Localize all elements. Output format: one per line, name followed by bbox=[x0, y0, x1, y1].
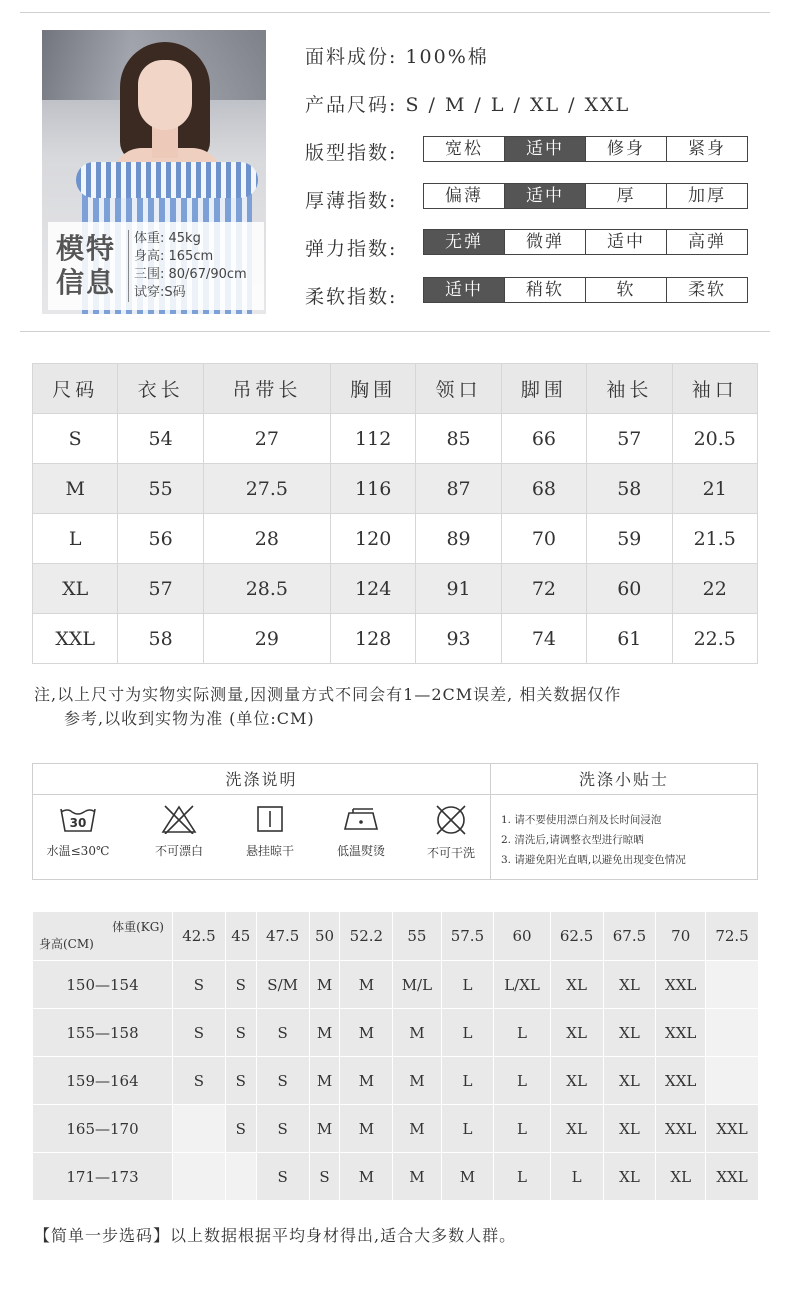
recommended-size-cell: S bbox=[225, 1057, 256, 1105]
size-table-header bbox=[33, 364, 758, 414]
washing-tips bbox=[501, 810, 686, 870]
recommended-size-cell: XXL bbox=[656, 1057, 706, 1105]
size-cell: 28.5 bbox=[203, 564, 330, 614]
size-cell: 120 bbox=[330, 514, 415, 564]
weight-header-cell: 50 bbox=[309, 912, 340, 961]
low-iron-item bbox=[316, 804, 406, 859]
size-cell: 57 bbox=[587, 414, 672, 464]
table-row bbox=[33, 414, 758, 464]
height-range-cell: 159—164 bbox=[33, 1057, 173, 1105]
weight-header-cell: 42.5 bbox=[173, 912, 226, 961]
elasticity-option: 高弹 bbox=[688, 232, 726, 252]
height-axis-label: 身高(CM) bbox=[39, 937, 94, 951]
no-bleach-item bbox=[134, 804, 224, 859]
fit-option: 宽松 bbox=[424, 137, 505, 161]
washing-title: 洗涤说明 bbox=[33, 764, 490, 795]
model-height: 身高: 165cm bbox=[134, 249, 214, 264]
washing-tips-title: 洗涤小贴士 bbox=[491, 764, 757, 795]
size-header-cell: 尺码 bbox=[33, 364, 118, 414]
model-info-details bbox=[134, 230, 247, 302]
size-cell: 21 bbox=[672, 464, 757, 514]
model-measurements: 三围: 80/67/90cm bbox=[134, 267, 247, 282]
size-cell: 58 bbox=[118, 614, 203, 664]
recommended-size-cell: XXL bbox=[656, 1105, 706, 1153]
recommended-size-cell: XL bbox=[603, 1153, 656, 1201]
recommended-size-cell: L bbox=[494, 1153, 550, 1201]
thickness-scale bbox=[423, 183, 748, 209]
weight-header-cell: 67.5 bbox=[603, 912, 656, 961]
recommended-size-cell: S bbox=[173, 1009, 226, 1057]
size-recommendation-table bbox=[32, 911, 759, 1201]
recommended-size-cell: M bbox=[309, 1057, 340, 1105]
size-cell: 21.5 bbox=[672, 514, 757, 564]
size-cell: 60 bbox=[587, 564, 672, 614]
recommended-size-cell bbox=[173, 1153, 226, 1201]
table-row bbox=[33, 1009, 759, 1057]
size-cell: 55 bbox=[118, 464, 203, 514]
recommended-size-cell: M bbox=[340, 961, 393, 1009]
recommended-size-cell: S bbox=[256, 1057, 309, 1105]
recommended-size-cell bbox=[706, 961, 759, 1009]
recommended-size-cell: M bbox=[309, 961, 340, 1009]
model-info-title: 模特 信息 bbox=[56, 232, 117, 299]
recommended-size-cell: M bbox=[340, 1057, 393, 1105]
hang-dry-label: 悬挂晾干 bbox=[245, 844, 294, 858]
size-header-cell: 衣长 bbox=[118, 364, 203, 414]
recommended-size-cell: S bbox=[256, 1105, 309, 1153]
recommended-size-cell: S bbox=[225, 961, 256, 1009]
thickness-option: 厚 bbox=[586, 184, 667, 208]
wash-30-item bbox=[33, 804, 123, 859]
height-range-cell: 150—154 bbox=[33, 961, 173, 1009]
weight-header-cell: 55 bbox=[393, 912, 441, 961]
washing-tip: 1. 请不要使用漂白剂及长时间浸泡 bbox=[501, 814, 662, 826]
recommended-size-cell: M bbox=[340, 1009, 393, 1057]
elasticity-scale bbox=[423, 229, 748, 255]
size-cell: 87 bbox=[416, 464, 501, 514]
recommended-size-cell: M bbox=[340, 1153, 393, 1201]
size-cell: XXL bbox=[33, 614, 118, 664]
size-cell: 85 bbox=[416, 414, 501, 464]
measurement-note-line2: 参考,以收到实物为准 (单位:CM) bbox=[64, 709, 315, 728]
recommended-size-cell: XXL bbox=[656, 1009, 706, 1057]
size-header-cell: 领口 bbox=[416, 364, 501, 414]
recommended-size-cell: XXL bbox=[706, 1105, 759, 1153]
size-header-cell: 脚围 bbox=[501, 364, 586, 414]
recommended-size-cell: S bbox=[173, 961, 226, 1009]
size-cell: 112 bbox=[330, 414, 415, 464]
washing-tip: 2. 清洗后,请调整衣型进行晾晒 bbox=[501, 834, 644, 846]
weight-header-cell: 57.5 bbox=[441, 912, 494, 961]
recommended-size-cell: M bbox=[340, 1105, 393, 1153]
size-cell: 93 bbox=[416, 614, 501, 664]
softness-option: 柔软 bbox=[688, 280, 726, 300]
no-bleach-icon bbox=[159, 804, 199, 834]
size-cell: M bbox=[33, 464, 118, 514]
weight-header-cell: 62.5 bbox=[550, 912, 603, 961]
size-cell: 59 bbox=[587, 514, 672, 564]
footer-note: 【简单一步选码】以上数据根据平均身材得出,适合大多数人群。 bbox=[34, 1226, 517, 1245]
size-cell: 61 bbox=[587, 614, 672, 664]
recommended-size-cell: XL bbox=[603, 1105, 656, 1153]
washing-tip: 3. 请避免阳光直晒,以避免出现变色情况 bbox=[501, 854, 686, 866]
recommended-size-cell: M bbox=[393, 1105, 441, 1153]
size-spec: 产品尺码: S / M / L / XL / XXL bbox=[305, 94, 631, 116]
recommended-size-cell: L bbox=[494, 1105, 550, 1153]
softness-option: 适中 bbox=[424, 278, 505, 302]
recommended-size-cell: L/XL bbox=[494, 961, 550, 1009]
table-row bbox=[33, 614, 758, 664]
recommended-size-cell: S bbox=[256, 1009, 309, 1057]
fit-scale bbox=[423, 136, 748, 162]
weight-header-cell: 60 bbox=[494, 912, 550, 961]
thickness-option: 偏薄 bbox=[424, 184, 505, 208]
low-iron-label: 低温熨烫 bbox=[336, 844, 385, 858]
size-cell: 74 bbox=[501, 614, 586, 664]
recommended-size-cell: S bbox=[309, 1153, 340, 1201]
recommended-size-cell: L bbox=[494, 1009, 550, 1057]
recommended-size-cell: XL bbox=[550, 1057, 603, 1105]
size-cell: XL bbox=[33, 564, 118, 614]
recommended-size-cell: L bbox=[550, 1153, 603, 1201]
recommended-size-cell: XL bbox=[656, 1153, 706, 1201]
size-cell: 124 bbox=[330, 564, 415, 614]
no-dry-clean-item bbox=[406, 804, 496, 861]
washing-section bbox=[32, 763, 758, 880]
recommended-size-cell: S bbox=[173, 1057, 226, 1105]
recommended-size-cell: XL bbox=[603, 961, 656, 1009]
size-header-cell: 吊带长 bbox=[203, 364, 330, 414]
fit-option: 修身 bbox=[586, 137, 667, 161]
thickness-label: 厚薄指数: bbox=[305, 190, 398, 212]
weight-header-cell: 70 bbox=[656, 912, 706, 961]
size-header-cell: 胸围 bbox=[330, 364, 415, 414]
hang-dry-item bbox=[225, 804, 315, 859]
recommended-size-cell: XL bbox=[550, 1105, 603, 1153]
weight-header-cell: 52.2 bbox=[340, 912, 393, 961]
size-cell: 27 bbox=[203, 414, 330, 464]
no-dry-clean-icon bbox=[431, 804, 471, 836]
weight-header-cell: 45 bbox=[225, 912, 256, 961]
size-cell: 22.5 bbox=[672, 614, 757, 664]
height-range-cell: 171—173 bbox=[33, 1153, 173, 1201]
recommend-corner bbox=[33, 912, 173, 961]
softness-scale bbox=[423, 277, 748, 303]
model-trial-size: 试穿:S码 bbox=[134, 285, 186, 300]
measurement-note-line1: 注,以上尺寸为实物实际测量,因测量方式不同会有1—2CM误差, 相关数据仅作 bbox=[34, 685, 622, 704]
size-cell: 72 bbox=[501, 564, 586, 614]
size-cell: 22 bbox=[672, 564, 757, 614]
recommended-size-cell: M bbox=[393, 1009, 441, 1057]
size-cell: 70 bbox=[501, 514, 586, 564]
no-dry-clean-label: 不可干洗 bbox=[426, 846, 475, 860]
wash-30-icon bbox=[58, 804, 98, 834]
recommended-size-cell bbox=[225, 1153, 256, 1201]
size-cell: 68 bbox=[501, 464, 586, 514]
softness-option: 软 bbox=[586, 278, 667, 302]
softness-option: 稍软 bbox=[505, 278, 586, 302]
size-cell: 128 bbox=[330, 614, 415, 664]
top-divider bbox=[20, 12, 770, 13]
table-row bbox=[33, 1057, 759, 1105]
height-range-cell: 155—158 bbox=[33, 1009, 173, 1057]
no-bleach-label: 不可漂白 bbox=[154, 844, 203, 858]
size-cell: 57 bbox=[118, 564, 203, 614]
hang-dry-icon bbox=[250, 804, 290, 834]
wash-30-label: 水温≤30℃ bbox=[46, 844, 110, 858]
size-table bbox=[32, 363, 758, 664]
size-header-cell: 袖口 bbox=[672, 364, 757, 414]
recommended-size-cell: S bbox=[225, 1009, 256, 1057]
recommended-size-cell bbox=[706, 1009, 759, 1057]
recommended-size-cell: XXL bbox=[656, 961, 706, 1009]
fit-label: 版型指数: bbox=[305, 142, 398, 164]
recommended-size-cell: M bbox=[393, 1153, 441, 1201]
size-cell: 20.5 bbox=[672, 414, 757, 464]
table-row bbox=[33, 961, 759, 1009]
recommend-header bbox=[33, 912, 759, 961]
size-cell: 91 bbox=[416, 564, 501, 614]
weight-header-cell: 72.5 bbox=[706, 912, 759, 961]
thickness-option: 加厚 bbox=[688, 186, 726, 206]
recommended-size-cell: M bbox=[309, 1105, 340, 1153]
recommended-size-cell bbox=[706, 1057, 759, 1105]
fit-option: 适中 bbox=[505, 137, 586, 161]
recommended-size-cell: L bbox=[441, 1057, 494, 1105]
model-info-box bbox=[48, 222, 264, 310]
section-divider bbox=[20, 331, 770, 332]
recommended-size-cell: L bbox=[441, 961, 494, 1009]
recommended-size-cell: L bbox=[494, 1057, 550, 1105]
recommended-size-cell: XL bbox=[550, 961, 603, 1009]
size-cell: 56 bbox=[118, 514, 203, 564]
weight-header-cell: 47.5 bbox=[256, 912, 309, 961]
size-cell: 29 bbox=[203, 614, 330, 664]
recommended-size-cell: S bbox=[256, 1153, 309, 1201]
elasticity-label: 弹力指数: bbox=[305, 238, 398, 260]
fabric-spec: 面料成份: 100%棉 bbox=[305, 46, 489, 68]
size-cell: S bbox=[33, 414, 118, 464]
size-cell: 116 bbox=[330, 464, 415, 514]
size-header-cell: 袖长 bbox=[587, 364, 672, 414]
low-iron-icon bbox=[339, 804, 383, 834]
size-cell: 27.5 bbox=[203, 464, 330, 514]
recommended-size-cell: M/L bbox=[393, 961, 441, 1009]
fit-option: 紧身 bbox=[688, 139, 726, 159]
model-weight: 体重: 45kg bbox=[134, 231, 201, 246]
table-row bbox=[33, 1105, 759, 1153]
recommended-size-cell: M bbox=[393, 1057, 441, 1105]
size-cell: 89 bbox=[416, 514, 501, 564]
recommended-size-cell: S bbox=[225, 1105, 256, 1153]
recommended-size-cell: XXL bbox=[706, 1153, 759, 1201]
recommended-size-cell: XL bbox=[603, 1009, 656, 1057]
thickness-option: 适中 bbox=[505, 184, 586, 208]
recommended-size-cell: XL bbox=[603, 1057, 656, 1105]
softness-label: 柔软指数: bbox=[305, 286, 398, 308]
size-cell: L bbox=[33, 514, 118, 564]
height-range-cell: 165—170 bbox=[33, 1105, 173, 1153]
recommended-size-cell: L bbox=[441, 1105, 494, 1153]
svg-text:30: 30 bbox=[69, 816, 87, 830]
size-cell: 28 bbox=[203, 514, 330, 564]
table-row bbox=[33, 464, 758, 514]
elasticity-option: 适中 bbox=[586, 230, 667, 254]
table-row bbox=[33, 564, 758, 614]
size-cell: 66 bbox=[501, 414, 586, 464]
elasticity-option: 微弹 bbox=[505, 230, 586, 254]
table-row bbox=[33, 514, 758, 564]
recommended-size-cell: XL bbox=[550, 1009, 603, 1057]
recommended-size-cell: S/M bbox=[256, 961, 309, 1009]
table-row bbox=[33, 1153, 759, 1201]
recommended-size-cell: M bbox=[441, 1153, 494, 1201]
recommended-size-cell: M bbox=[309, 1009, 340, 1057]
size-cell: 54 bbox=[118, 414, 203, 464]
size-cell: 58 bbox=[587, 464, 672, 514]
recommended-size-cell bbox=[173, 1105, 226, 1153]
weight-axis-label: 体重(KG) bbox=[112, 920, 164, 934]
recommended-size-cell: L bbox=[441, 1009, 494, 1057]
elasticity-option: 无弹 bbox=[424, 230, 505, 254]
